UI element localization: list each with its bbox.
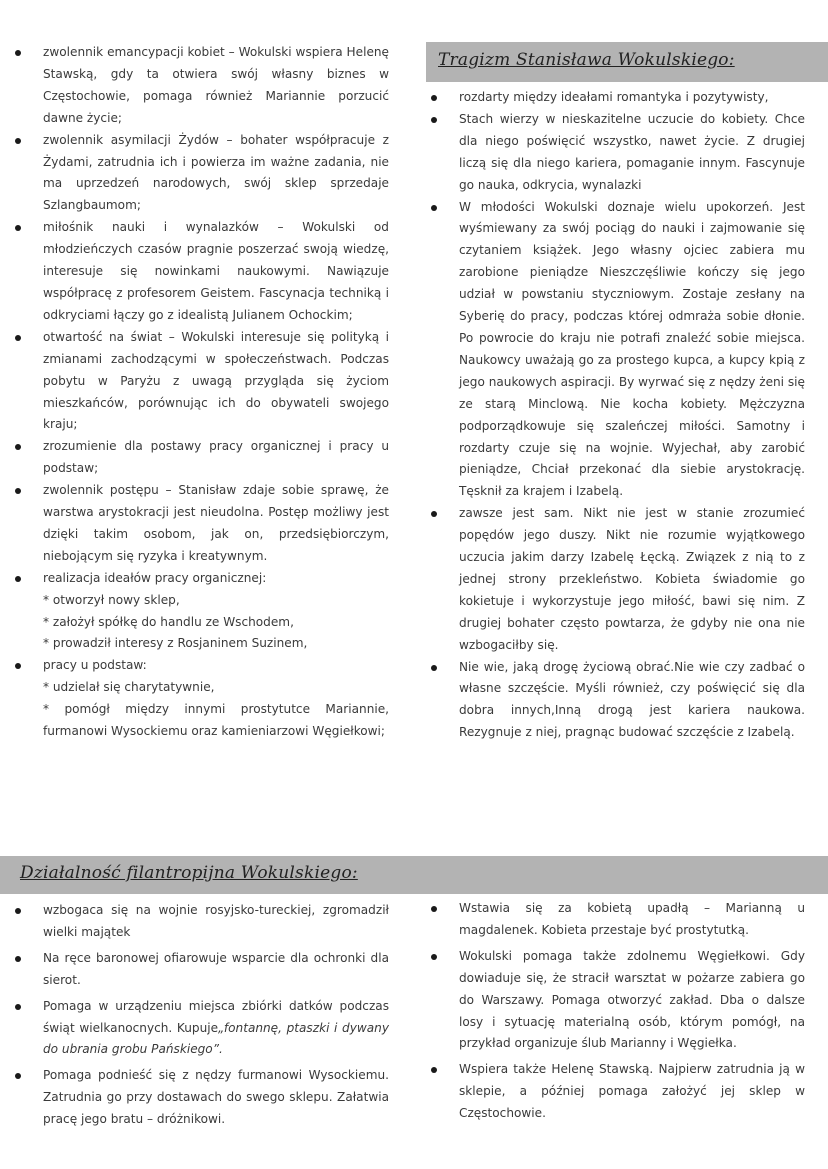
sub-item: * pomógł między innymi prostytutce Mariannie, furmanowi Wysockiemu oraz kamieniarzowi Węgiełkowi; (43, 702, 389, 739)
list-item: Nie wie, jaką drogę życiową obrać.Nie wie czy zadbać o własne szczęście. Myśli również, czy poświęcić się dla dobra innych,Inną drogą jest kariera naukowa. Rezygnuje z niej, pragnąc budować szczęście z Izabelą. (427, 657, 805, 745)
filantropia-heading: Działalność filantropijna Wokulskiego: (20, 863, 358, 883)
list-item: Wokulski pomaga także zdolnemu Węgiełkowi. Gdy dowiaduje się, że stracił warsztat w pożarze zabiera go do Warszawy. Pomaga otworzyć zakład. Dba o dalsze losy i sytuację materialną osób, którym pomógł, na przykład organizuje ślub Marianny i Węgiełka. (427, 946, 805, 1056)
list-item: Na ręce baronowej ofiarowuje wsparcie dla ochronki dla sierot. (11, 948, 389, 992)
sub-item: * otworzył nowy sklep, (43, 592, 180, 607)
left-column (11, 42, 389, 743)
list-item: W młodości Wokulski doznaje wielu upokorzeń. Jest wyśmiewany za swój pociąg do nauki i zajmowanie się czytaniem książek. Jego własny ojciec zabiera mu zarobione pieniądze Nieszczęśliwie kończy się jego udział w powstaniu styczniowym. Zostaje zesłany na Syberię do pracy, podczas której odmraża sobie dłonie. Po powrocie do kraju nie potrafi znaleźć sobie miejsca. Naukowcy uważają go za prostego kupca, a kupcy kpią z jego naukowych aspiracji. By wyrwać się z nędzy żeni się ze starą Minclową. Nie kocha kobiety. Mężczyzna podporządkowuje się szaleńczej miłości. Samotny i rozdarty czuje się na wojnie. Wyjechał, aby zarobić pieniądze, Chciał przekonać dla siebie arystokrację. Tęsknił za krajem i Izabelą. (427, 197, 805, 504)
sub-item: * udzielał się charytatywnie, (43, 680, 215, 695)
list-item: otwartość na świat – Wokulski interesuje się polityką i zmianami zachodzącymi w społeczeństwach. Podczas pobytu w Paryżu z uwagą przygląda się życiom mieszkańców, porównując ich do obywateli swojego kraju; (11, 327, 389, 437)
list-item: Stach wierzy w nieskazitelne uczucie do kobiety. Chce dla niego poświęcić wszystko, nawet życie. Z drugiej liczą się dla niego kariera, pomaganie innym. Fascynuje go nauka, odkrycia, wynalazki (427, 109, 805, 197)
list-item: wzbogaca się na wojnie rosyjsko-tureckiej, zgromadził wielki majątek (11, 900, 389, 944)
tragizm-list (427, 87, 805, 744)
list-item: zwolennik asymilacji Żydów – bohater współpracuje z Żydami, zatrudnia ich i powierza im ważne zadania, nie ma uprzedzeń narodowych, swój sklep sprzedaje Szlangbaumom; (11, 130, 389, 218)
list-item: Pomaga w urządzeniu miejsca zbiórki datków podczas świąt wielkanocnych. Kupuje„fontannę, ptaszki i dywany do ubrania grobu Pańskiego”. (11, 996, 389, 1062)
list-item: rozdarty między ideałami romantyka i pozytywisty, (427, 87, 805, 109)
list-item: zrozumienie dla postawy pracy organicznej i pracy u podstaw; (11, 436, 389, 480)
sub-item: * założył spółkę do handlu ze Wschodem, (43, 614, 294, 629)
list-item: miłośnik nauki i wynalazków – Wokulski od młodzieńczych czasów pragnie poszerzać swoją wiedzę, interesuje się nowinkami naukowymi. Nawiązuje współpracę z profesorem Geistem. Fascynacja techniką i odkryciami łączy go z idealistą Julianem Ochockim; (11, 217, 389, 327)
list-item: Wstawia się za kobietą upadłą – Marianną u magdalenek. Kobieta przestaje być prostytutką. (427, 898, 805, 942)
list-item: zawsze jest sam. Nikt nie jest w stanie zrozumieć popędów jego duszy. Nikt nie rozumie wyjątkowego uczucia jakim darzy Izabelę Łęcką. Związek z nią to z jednej strony przekleństwo. Kobieta świadomie go kokietuje i wykorzystuje jego miłość, bawi się nim. Z drugiej bohater często powtarza, że gdyby nie ona nie wzbogaciłby się. (427, 503, 805, 656)
bottom-right-column (427, 898, 805, 1129)
list-item: zwolennik postępu – Stanisław zdaje sobie sprawę, że warstwa arystokracji jest nieudolna. Postęp możliwy jest dzięki takim osobom, jak on, przedsiębiorczym, niebojącym się ryzyka i kreatywnym. (11, 480, 389, 568)
list-item: Pomaga podnieść się z nędzy furmanowi Wysockiemu. Zatrudnia go przy dostawach do swego sklepu. Załatwia pracę jego bratu – dróżnikowi. (11, 1065, 389, 1131)
bottom-left-column (11, 900, 389, 1135)
tragizm-heading: Tragizm Stanisława Wokulskiego: (438, 50, 735, 70)
list-item: pracy u podstaw: * udzielał się charytatywnie, * pomógł między innymi prostytutce Mariannie, furmanowi Wysockiemu oraz kamieniarzowi Węgiełkowi; (11, 655, 389, 743)
right-column (427, 87, 805, 744)
filantropia-list-left (11, 900, 389, 1131)
list-item: zwolennik emancypacji kobiet – Wokulski wspiera Helenę Stawską, gdy ta otwiera swój własny biznes w Częstochowie, pomaga również Mariannie porzucić dawne życie; (11, 42, 389, 130)
list-item: Wspiera także Helenę Stawską. Najpierw zatrudnia ją w sklepie, a później pomaga założyć jej sklep w Częstochowie. (427, 1059, 805, 1125)
list-item: realizacja ideałów pracy organicznej: * otworzył nowy sklep, * założył spółkę do handlu ze Wschodem, * prowadził interesy z Rosjaninem Suzinem, (11, 568, 389, 656)
sub-item: * prowadził interesy z Rosjaninem Suzinem, (43, 636, 308, 651)
traits-list (11, 42, 389, 743)
filantropia-list-right (427, 898, 805, 1125)
